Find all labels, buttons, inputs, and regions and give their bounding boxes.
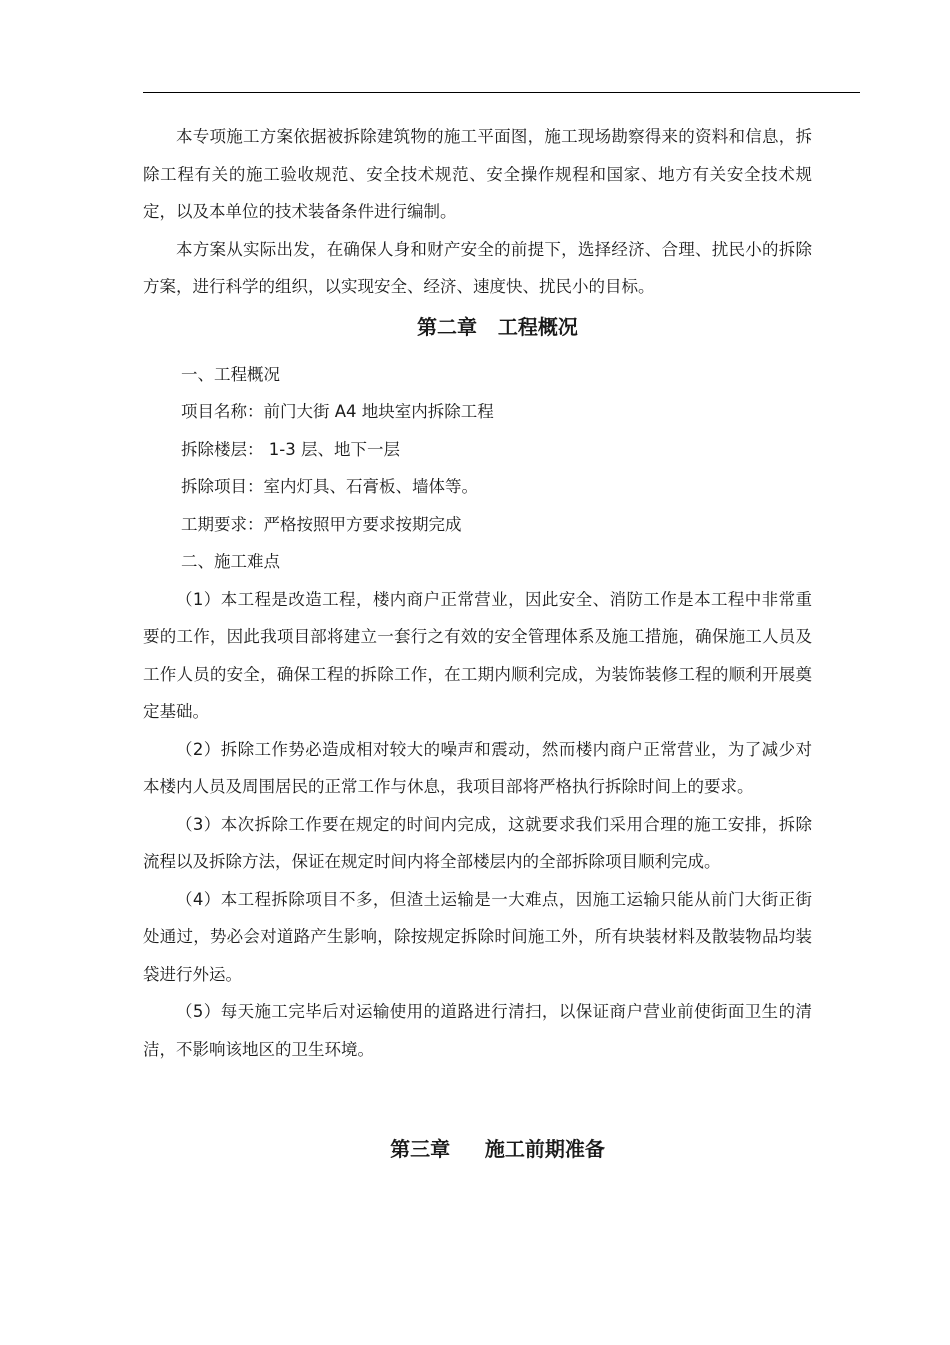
demolition-items: 拆除项目：室内灯具、石膏板、墙体等。 <box>181 477 478 496</box>
intro-paragraph-1: 本专项施工方案依据被拆除建筑物的施工平面图，施工现场勘察得来的资料和信息，拆除工程有关的施工验收规范、安全技术规范、安全操作规程和国家、地方有关安全技术规定，以及本单位的技术装备条件进行编制。 <box>143 127 812 221</box>
difficulty-5: （5）每天施工完毕后对运输使用的道路进行清扫，以保证商户营业前使街面卫生的清洁，不影响该地区的卫生环境。 <box>143 1002 812 1059</box>
demolition-floors: 拆除楼层： 1-3 层、地下一层 <box>181 439 400 459</box>
difficulty-1: （1）本工程是改造工程，楼内商户正常营业，因此安全、消防工作是本工程中非常重要的工作，因此我项目部将建立一套行之有效的安全管理体系及施工措施，确保施工人员及工作人员的安全，确保工程的拆除工作，在工期内顺利完成，为装饰装修工程的顺利开展奠定基础。 <box>143 589 812 721</box>
difficulty-3: （3）本次拆除工作要在规定的时间内完成，这就要求我们采用合理的施工安排，拆除流程以及拆除方法，保证在规定时间内将全部楼层内的全部拆除项目顺利完成。 <box>143 814 812 871</box>
document-body <box>143 118 812 1169</box>
section-2-heading: 二、施工难点 <box>181 552 280 571</box>
section-1-heading: 一、工程概况 <box>181 364 280 384</box>
header-rule <box>143 92 860 93</box>
chapter-2-title: 第二章 工程概况 <box>417 314 578 339</box>
intro-paragraph-2: 本方案从实际出发，在确保人身和财产安全的前提下，选择经济、合理、扰民小的拆除方案，进行科学的组织，以实现安全、经济、速度快、扰民小的目标。 <box>143 239 812 296</box>
project-name: 项目名称：前门大街 A4 地块室内拆除工程 <box>181 402 494 421</box>
difficulty-4: （4）本工程拆除项目不多，但渣土运输是一大难点，因施工运输只能从前门大街正街处通过，势必会对道路产生影响，除按规定拆除时间施工外，所有块装材料及散装物品均装袋进行外运。 <box>143 889 812 984</box>
schedule-requirement: 工期要求：严格按照甲方要求按期完成 <box>181 514 462 534</box>
difficulty-2: （2）拆除工作势必造成相对较大的噪声和震动，然而楼内商户正常营业，为了减少对本楼内人员及周围居民的正常工作与休息，我项目部将严格执行拆除时间上的要求。 <box>143 739 812 796</box>
chapter-3-title: 第三章 施工前期准备 <box>390 1137 605 1161</box>
